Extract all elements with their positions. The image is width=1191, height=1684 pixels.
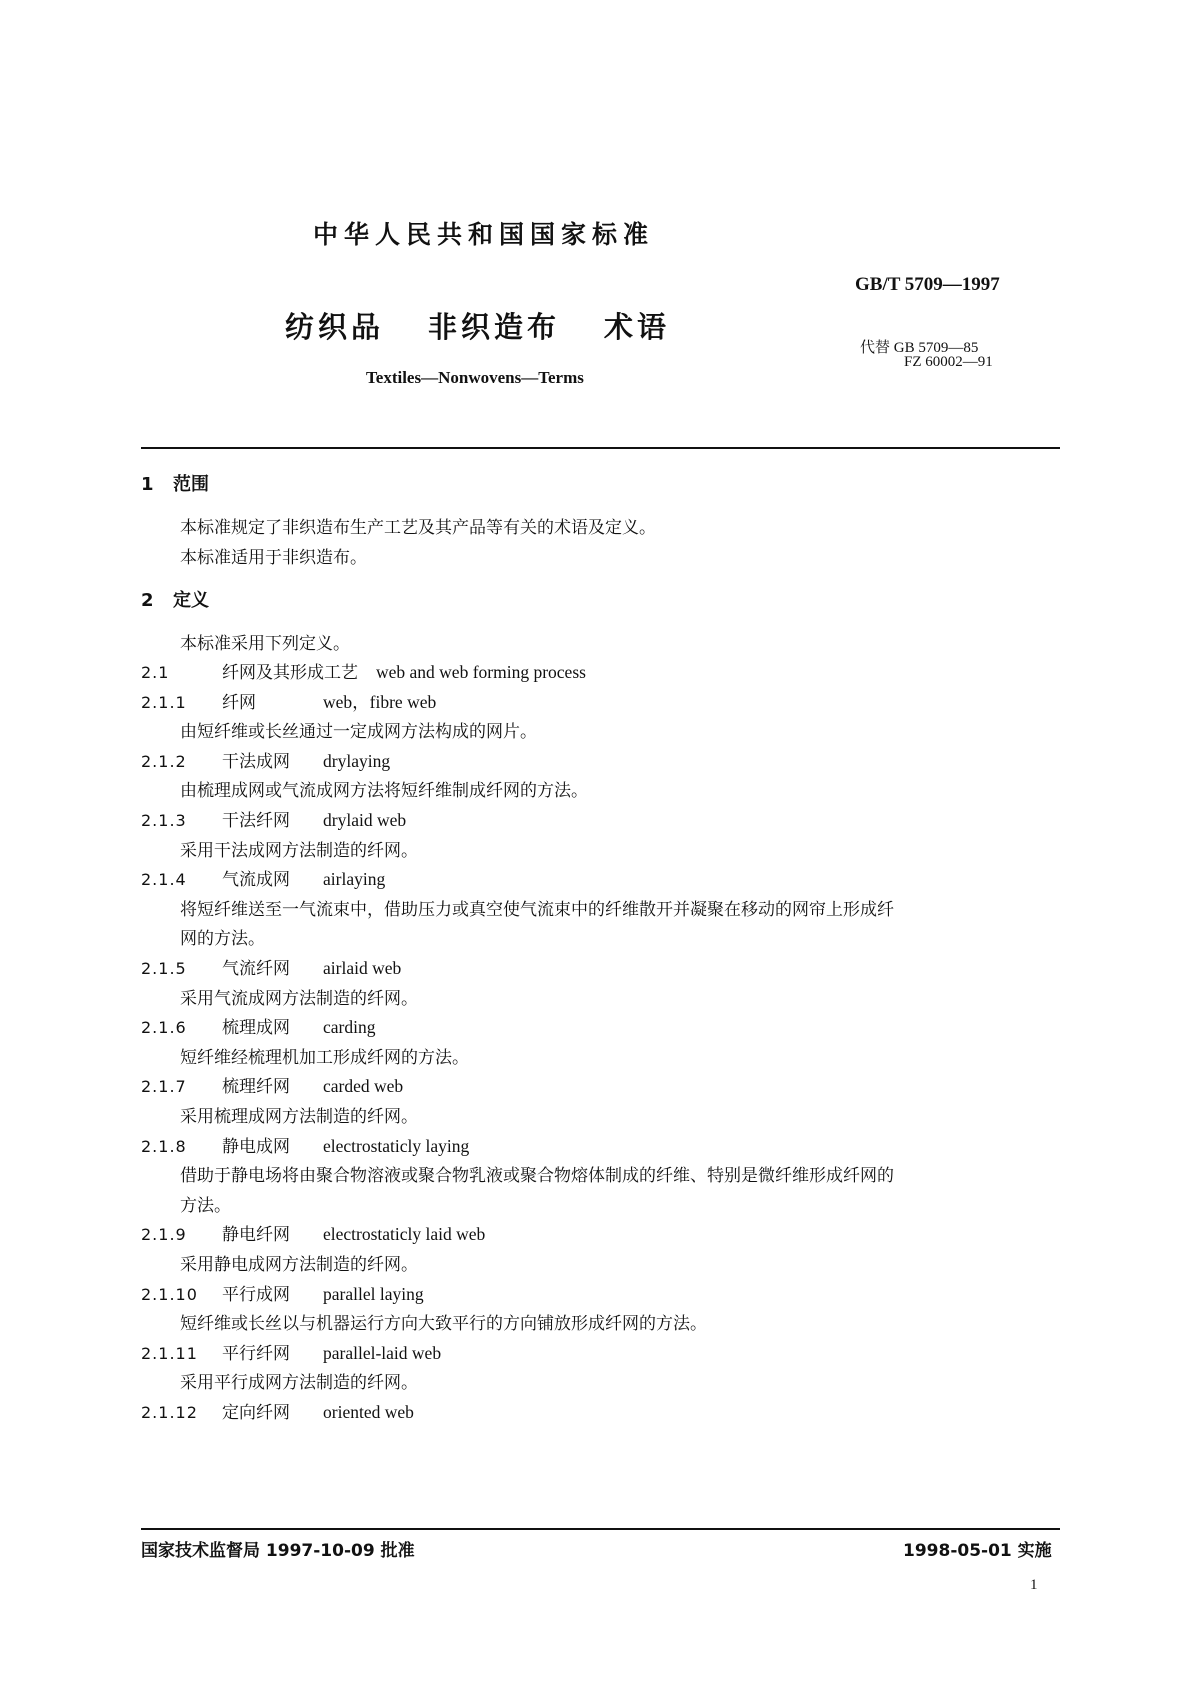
term-number: 2.1.1 — [141, 692, 187, 712]
approval-note: 国家技术监督局 1997-10-09 批准 — [141, 1541, 415, 1561]
term-english: airlaid web — [323, 958, 402, 978]
term-definition: 短纤维经梳理机加工形成纤网的方法。 — [180, 1047, 469, 1068]
national-standard-heading: 中华人民共和国国家标准 — [313, 220, 655, 249]
term-english: electrostaticly laid web — [323, 1224, 486, 1245]
term-definition: 由梳理成网或气流成网方法将短纤维制成纤网的方法。 — [180, 781, 588, 802]
term-chinese: 梳理成网 — [222, 1018, 290, 1039]
term-english: electrostaticly laying — [323, 1135, 470, 1156]
term-definition: 方法。 — [180, 1195, 231, 1216]
term-chinese: 气流纤网 — [222, 959, 290, 979]
section-heading-definitions — [141, 586, 209, 612]
term-number: 2.1.2 — [141, 751, 187, 771]
term-definition: 采用气流成网方法制造的纤网。 — [180, 988, 418, 1009]
term-english: web，fibre web — [323, 691, 437, 712]
term-english: airlaying — [323, 869, 386, 890]
term-entry — [141, 1132, 469, 1157]
header-divider — [141, 447, 1060, 449]
section-heading-scope — [141, 470, 209, 496]
title-part-terms: 术语 — [604, 310, 671, 344]
term-chinese: 干法纤网 — [222, 811, 290, 831]
term-number: 2.1.3 — [141, 811, 187, 830]
term-entry — [141, 688, 436, 714]
term-chinese: 静电纤网 — [222, 1225, 290, 1246]
term-entry — [141, 954, 401, 979]
term-english: carding — [323, 1017, 376, 1038]
title-part-nonwovens: 非织造布 — [428, 310, 561, 344]
term-definition: 采用干法成网方法制造的纤网。 — [180, 840, 418, 861]
page-number: 1 — [1030, 1577, 1038, 1593]
term-english: web and web forming process — [376, 662, 586, 682]
term-chinese: 梳理纤网 — [222, 1077, 290, 1098]
term-number: 2.1.4 — [141, 870, 187, 890]
term-english: carded web — [323, 1076, 404, 1097]
term-entry — [141, 1280, 424, 1305]
replaces-standard-1: 代替 GB 5709—85 — [860, 340, 979, 356]
term-english: oriented web — [323, 1402, 414, 1422]
term-number: 2.1.5 — [141, 959, 187, 978]
section-title: 范围 — [173, 474, 209, 495]
term-chinese: 静电成网 — [222, 1136, 290, 1157]
term-entry — [141, 658, 586, 683]
term-chinese: 干法成网 — [222, 751, 290, 772]
replaces-standard-2: FZ 60002—91 — [904, 354, 993, 370]
term-number: 2.1.6 — [141, 1018, 187, 1038]
scope-paragraph-1: 本标准规定了非织造布生产工艺及其产品等有关的术语及定义。 — [180, 518, 656, 538]
title-part-textiles: 纺织品 — [285, 310, 385, 344]
term-number: 2.1.7 — [141, 1077, 187, 1097]
definitions-intro: 本标准采用下列定义。 — [180, 634, 350, 654]
term-entry — [141, 1072, 403, 1097]
term-definition: 将短纤维送至一气流束中，借助压力或真空使气流束中的纤维散开并凝聚在移动的网帘上形成纤 — [180, 899, 894, 920]
term-number: 2.1.12 — [141, 1403, 198, 1422]
footer-divider — [141, 1528, 1060, 1530]
term-definition: 由短纤维或长丝通过一定成网方法构成的网片。 — [180, 722, 537, 743]
term-english: drylaid web — [323, 810, 407, 830]
term-entry — [141, 1013, 375, 1038]
english-title: Textiles—Nonwovens—Terms — [366, 368, 584, 387]
term-entry — [141, 1220, 485, 1245]
document-title — [285, 305, 670, 346]
term-chinese: 平行成网 — [222, 1284, 290, 1305]
standard-number: GB/T 5709—1997 — [855, 274, 1000, 295]
term-chinese: 纤网及其形成工艺 — [222, 663, 358, 683]
term-definition: 借助于静电场将由聚合物溶液或聚合物乳液或聚合物熔体制成的纤维、特别是微纤维形成纤网的 — [180, 1166, 894, 1187]
term-chinese: 定向纤网 — [222, 1403, 290, 1423]
term-chinese: 气流成网 — [222, 870, 290, 891]
term-english: parallel laying — [323, 1283, 424, 1304]
term-chinese: 平行纤网 — [222, 1343, 290, 1364]
term-number: 2.1.11 — [141, 1343, 198, 1363]
term-definition: 网的方法。 — [180, 929, 265, 950]
term-number: 2.1 — [141, 663, 170, 682]
term-english: parallel-laid web — [323, 1342, 442, 1363]
scope-paragraph-2: 本标准适用于非织造布。 — [180, 548, 367, 568]
section-title: 定义 — [173, 590, 209, 611]
term-entry — [141, 1339, 441, 1364]
term-chinese: 纤网 — [222, 692, 256, 713]
term-entry — [141, 747, 390, 772]
term-number: 2.1.9 — [141, 1225, 187, 1245]
term-entry — [141, 865, 385, 890]
term-definition: 采用静电成网方法制造的纤网。 — [180, 1255, 418, 1275]
term-definition: 短纤维或长丝以与机器运行方向大致平行的方向铺放形成纤网的方法。 — [180, 1314, 707, 1335]
term-number: 2.1.10 — [141, 1284, 198, 1304]
term-entry — [141, 1398, 414, 1423]
section-number: 2 — [141, 590, 154, 611]
term-definition: 采用平行成网方法制造的纤网。 — [180, 1373, 418, 1394]
term-number: 2.1.8 — [141, 1136, 187, 1156]
implementation-date: 1998-05-01 实施 — [903, 1541, 1052, 1561]
section-number: 1 — [141, 474, 154, 495]
term-definition: 采用梳理成网方法制造的纤网。 — [180, 1107, 418, 1127]
term-english: drylaying — [323, 750, 391, 771]
term-entry — [141, 806, 406, 831]
